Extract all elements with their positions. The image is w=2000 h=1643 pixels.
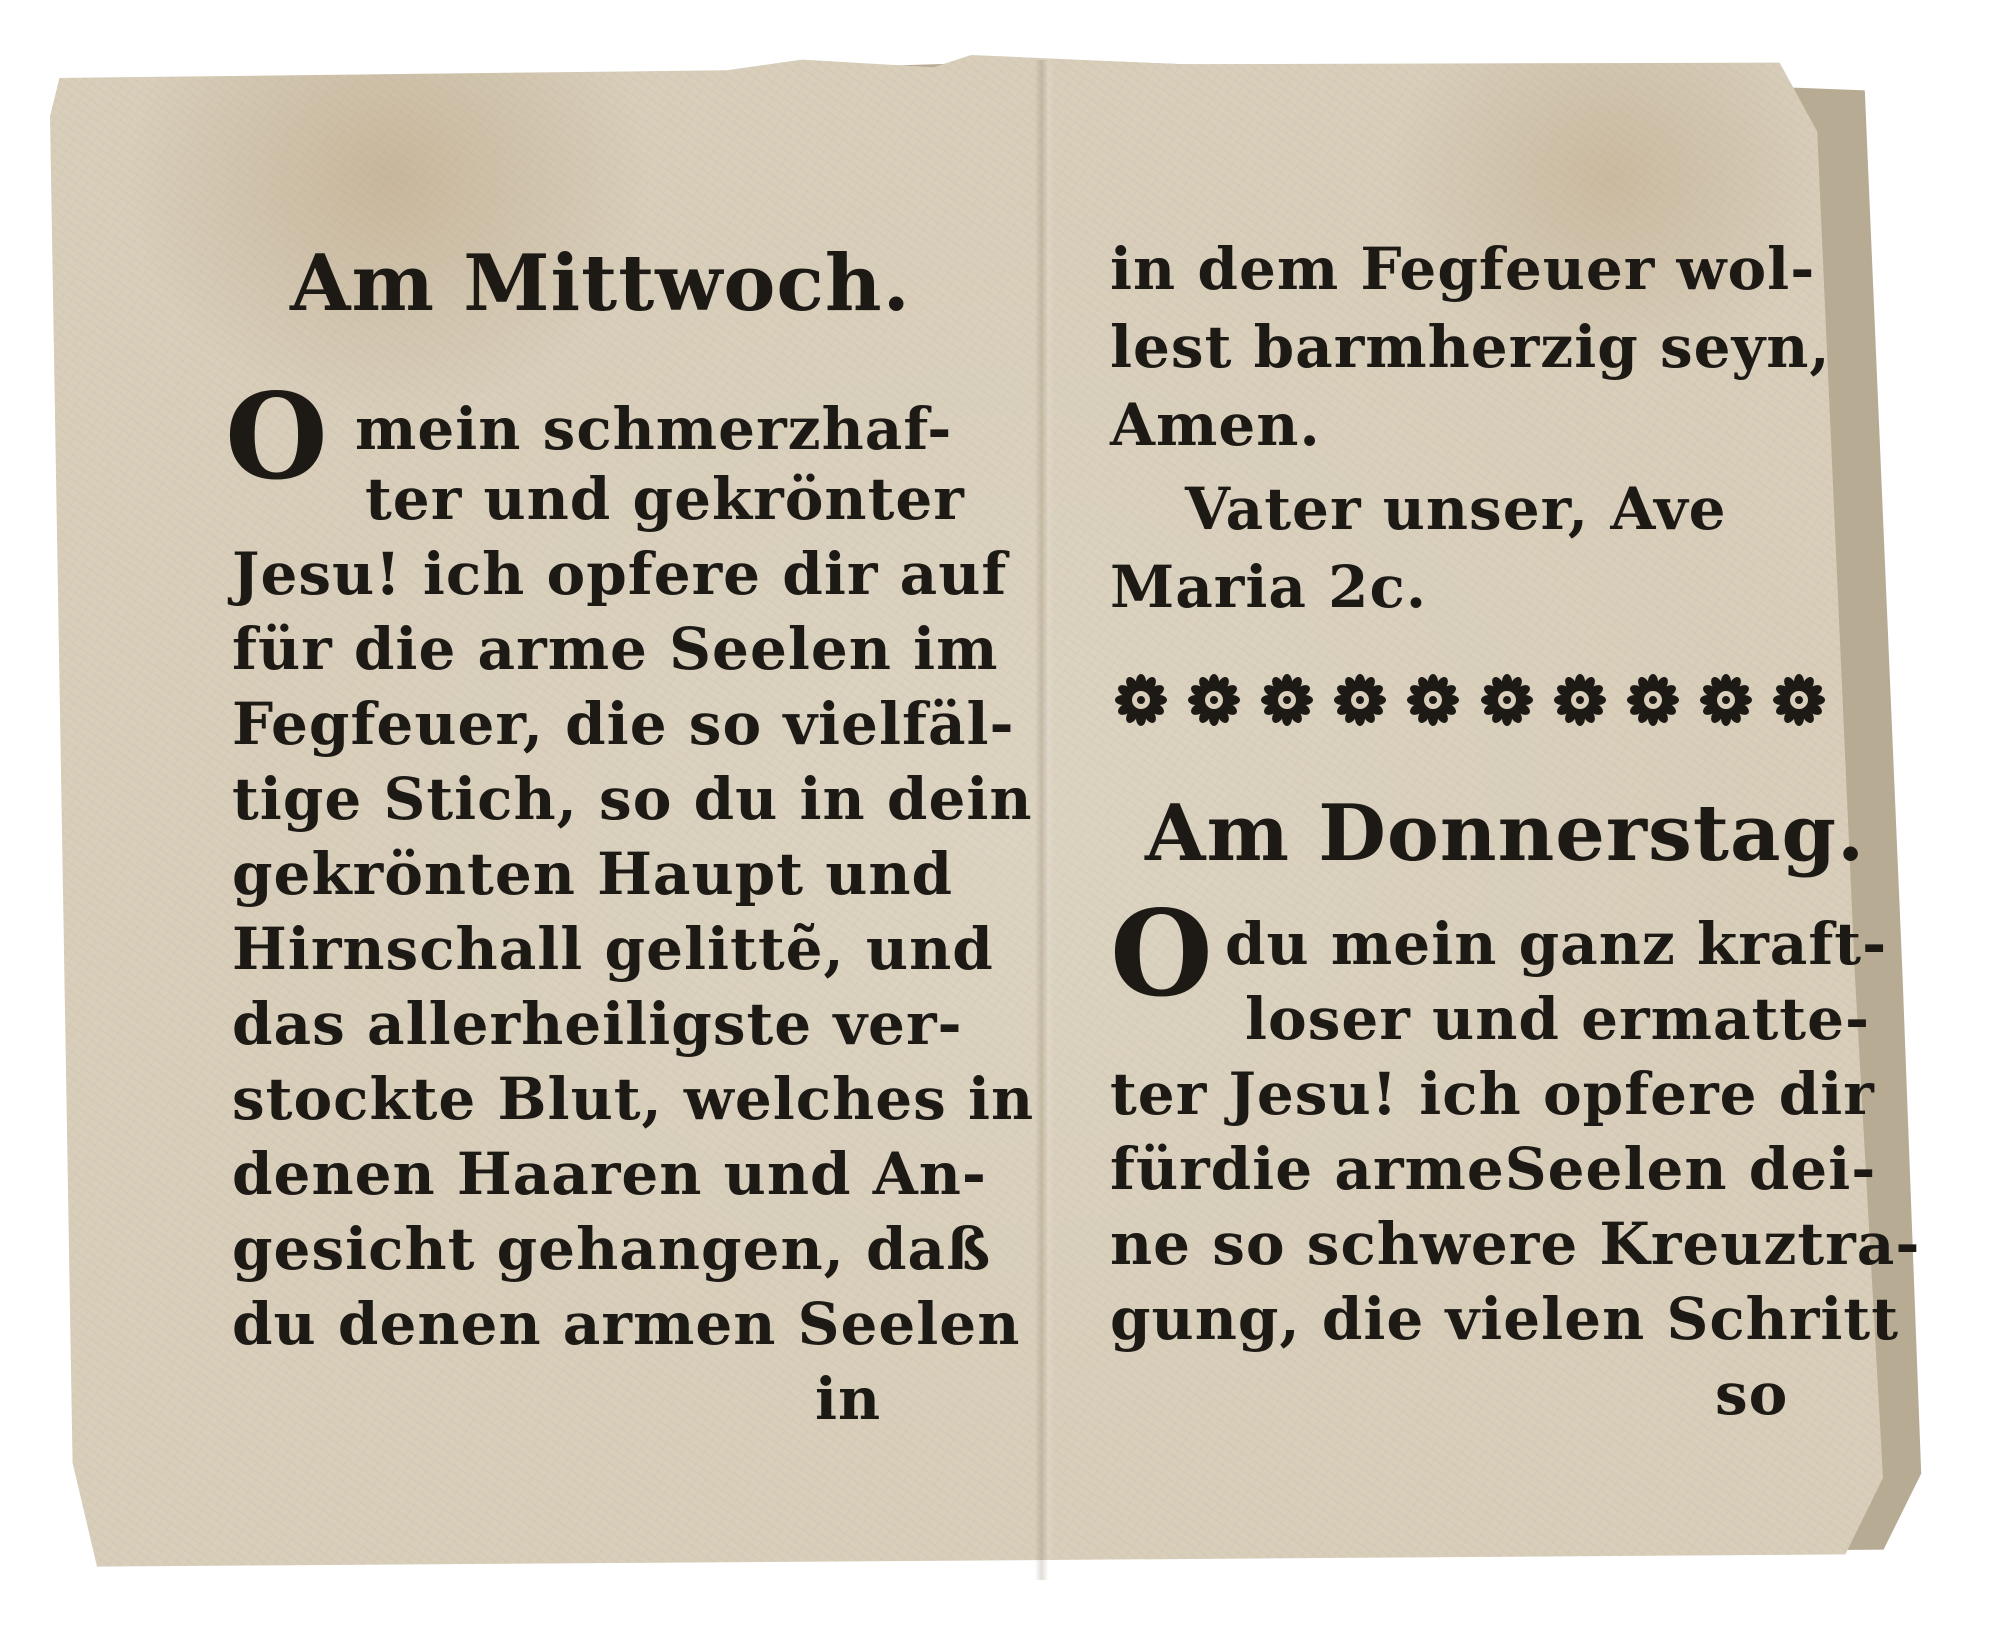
left-line: für die arme Seelen im <box>232 615 999 683</box>
rosette-ornament <box>1476 669 1538 731</box>
left-line: stockte Blut, welches in <box>232 1065 1035 1133</box>
rosette-ornament <box>1622 669 1684 731</box>
right-line: ne so schwere Kreuztra- <box>1110 1210 1921 1278</box>
left-heading: Am Mittwoch. <box>290 238 911 329</box>
left-line: ter und gekrönter <box>365 465 965 533</box>
rosette-ornament <box>1256 669 1318 731</box>
right-line: Amen. <box>1110 391 1321 459</box>
left-dropcap: O <box>225 367 328 506</box>
right-line: in dem Fegfeuer wol- <box>1110 235 1816 303</box>
right-dropcap: O <box>1110 884 1213 1023</box>
rosette-ornament <box>1110 669 1172 731</box>
rosette-ornament <box>1768 669 1830 731</box>
right-catchword: so <box>1715 1360 1789 1428</box>
left-line: gesicht gehangen, daß <box>232 1215 992 1283</box>
left-line: Jesu! ich opfere dir auf <box>232 540 1008 608</box>
ornament-row <box>1110 665 1830 735</box>
rosette-ornament <box>1329 669 1391 731</box>
prayer-line: Maria 2c. <box>1110 553 1428 621</box>
right-line: ter Jesu! ich opfere dir <box>1110 1060 1875 1128</box>
left-line: du denen armen Seelen <box>232 1290 1021 1358</box>
left-line: das allerheiligste ver- <box>232 990 963 1058</box>
right-line: lest barmherzig seyn, <box>1110 313 1831 381</box>
left-line: tige Stich, so du in dein <box>232 765 1033 833</box>
right-line: du mein ganz kraft- <box>1225 910 1888 978</box>
left-catchword: in <box>815 1365 882 1433</box>
left-line: Hirnschall gelittẽ, und <box>232 915 994 983</box>
prayer-line: Vater unser, Ave <box>1185 475 1727 543</box>
right-line: fürdie armeSeelen dei- <box>1110 1135 1877 1203</box>
rosette-ornament <box>1402 669 1464 731</box>
right-page <box>1050 0 2000 1643</box>
left-line: denen Haaren und An- <box>232 1140 987 1208</box>
rosette-ornament <box>1695 669 1757 731</box>
rosette-ornament <box>1183 669 1245 731</box>
left-line: mein schmerzhaf- <box>355 395 953 463</box>
left-line: gekrönten Haupt und <box>232 840 954 908</box>
rosette-ornament <box>1549 669 1611 731</box>
right-heading: Am Donnerstag. <box>1145 788 1866 879</box>
left-line: Fegfeuer, die so vielfäl- <box>232 690 1015 758</box>
right-line: loser und ermatte- <box>1245 985 1871 1053</box>
right-line: gung, die vielen Schritt <box>1110 1285 1899 1353</box>
